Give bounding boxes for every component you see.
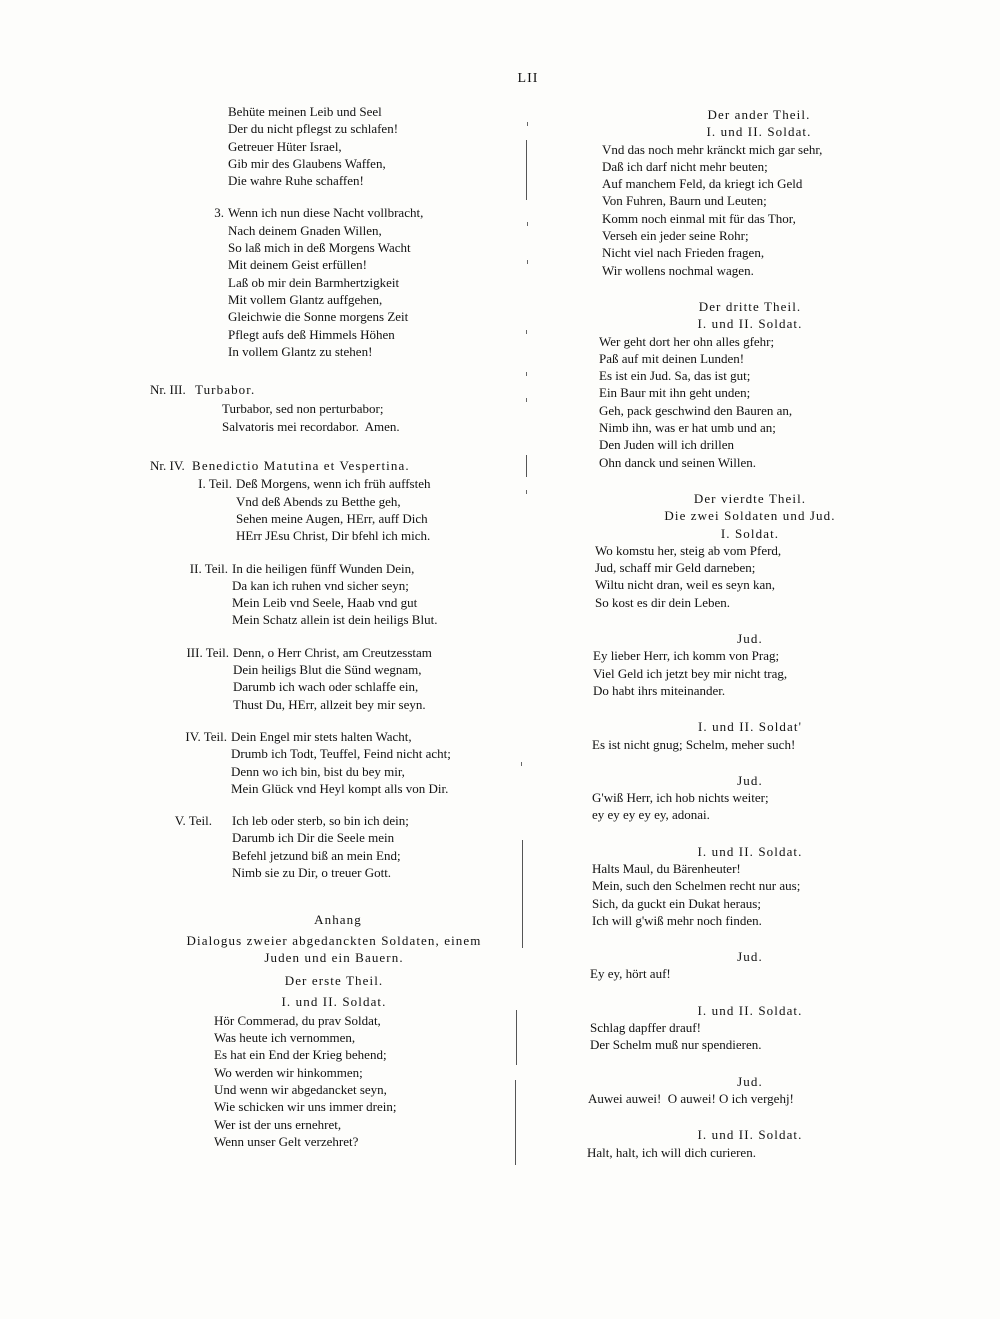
verse-line: Auf manchem Feld, da kriegt ich Geld — [602, 176, 803, 192]
verse-line: Und wenn wir abgedancket seyn, — [214, 1081, 387, 1097]
nr3-heading — [150, 381, 518, 398]
verse-line: In vollem Glantz zu stehen! — [228, 343, 373, 359]
verse-line: Pflegt aufs deß Himmels Höhen — [228, 326, 395, 342]
verse-line: Es ist ein Jud. Sa, das ist gut; — [599, 368, 751, 384]
gutter-mark — [526, 330, 527, 334]
verse-line: Dein Engel mir stets halten Wacht, — [231, 728, 412, 744]
verse-line: Daß ich darf nicht mehr beuten; — [602, 158, 768, 174]
verse-line: Do habt ihrs miteinander. — [593, 682, 726, 698]
verse-line: Deß Morgens, wenn ich früh auffsteh — [236, 476, 431, 492]
jud-3-speaker: Jud. — [737, 949, 763, 965]
verse-line: Laß ob mir dein Barmhertzigkeit — [228, 274, 400, 290]
verse-line: Halt, halt, ich will dich curieren. — [587, 1144, 756, 1160]
verse-line: Ey lieber Herr, ich komm von Prag; — [593, 648, 780, 664]
jud-4-speaker: Jud. — [737, 1073, 763, 1089]
verse-line: G'wiß Herr, ich hob nichts weiter; — [592, 790, 769, 806]
verse-line: Gleichwie die Sonne morgens Zeit — [228, 309, 409, 325]
verse-line: HErr JEsu Christ, Dir bfehl ich mich. — [236, 528, 431, 544]
stanza-number: 3. — [214, 205, 224, 221]
verse-line: Denn, o Herr Christ, am Creutzesstam — [233, 644, 432, 660]
gutter-rule — [526, 140, 527, 200]
ander-lines — [602, 141, 915, 279]
gutter-rule — [515, 1080, 516, 1165]
nr3-label: Nr. III. — [150, 382, 186, 398]
gutter-mark — [527, 122, 528, 126]
verse-line: ey ey ey ey ey, adonai. — [592, 807, 710, 823]
verse-line: Verseh ein jeder seine Rohr; — [602, 228, 749, 244]
page-number: LII — [517, 71, 539, 86]
verse-line: Schlag dapffer drauf! — [590, 1020, 701, 1036]
verse-line: Behüte meinen Leib und Seel — [228, 104, 382, 119]
verse-line: Wo komstu her, steig ab vom Pferd, — [595, 542, 782, 558]
verse-line: Ich leb oder sterb, so bin ich dein; — [232, 813, 409, 829]
verse-line: Den Juden will ich drillen — [599, 437, 735, 453]
nr4-title: Benedictio Matutina et Vespertina. — [192, 458, 410, 474]
verse-line: Ey ey, hört auf! — [590, 966, 671, 982]
verse-line: Salvatoris mei recordabor. Amen. — [222, 418, 400, 434]
vierdte-speaker: I. Soldat. — [720, 525, 780, 541]
vierdte-subtitle: Die zwei Soldaten und Jud. — [664, 508, 836, 524]
jud-2-lines — [592, 789, 915, 824]
verse-line: Mein Leib vnd Seele, Haab vnd gut — [232, 595, 418, 611]
teil-2-lines — [232, 560, 437, 629]
teil-2-label: II. Teil. — [189, 560, 228, 576]
nr3-title: Turbabor. — [195, 382, 256, 398]
teil-1-lines — [236, 475, 430, 544]
verse-line: Nimb sie zu Dir, o treuer Gott. — [232, 864, 392, 880]
gutter-mark — [521, 762, 522, 766]
verse-line: Auwei auwei! O auwei! O ich vergehj! — [588, 1090, 794, 1106]
teil-5-lines — [232, 812, 409, 881]
jud-1-lines — [593, 647, 915, 699]
stanza-a — [228, 103, 518, 189]
verse-line: Wenn ich nun diese Nacht vollbracht, — [228, 205, 424, 221]
nr3-text — [222, 400, 518, 435]
erste-speaker: I. und II. Soldat. — [281, 994, 387, 1010]
gutter-rule — [526, 455, 527, 477]
verse-line: Ich will g'wiß mehr noch finden. — [592, 912, 762, 928]
verse-line: Wie schicken wir uns immer drein; — [214, 1099, 397, 1115]
verse-line: Vnd deß Abends zu Betthe geh, — [236, 493, 401, 509]
stanza-3-lines — [228, 204, 423, 360]
verse-line: Befehl jetzund biß an mein End; — [232, 847, 401, 863]
gutter-rule — [522, 840, 523, 948]
ander-speaker: I. und II. Soldat. — [706, 124, 812, 140]
nr4-heading — [150, 457, 518, 474]
soldat-2-speaker: I. und II. Soldat. — [697, 843, 803, 859]
dritte-speaker: I. und II. Soldat. — [697, 316, 803, 332]
verse-line: Von Fuhren, Baurn und Leuten; — [602, 193, 767, 209]
gutter-mark — [527, 260, 528, 264]
jud-4-lines — [588, 1090, 915, 1107]
gutter-mark — [526, 372, 527, 376]
teil-3-label: III. Teil. — [186, 644, 229, 660]
verse-line: Darumb ich Dir die Seele mein — [232, 830, 395, 846]
gutter-mark — [527, 222, 528, 226]
verse-line: Denn wo ich bin, bist du bey mir, — [231, 763, 405, 779]
verse-line: Paß auf mit deinen Lunden! — [599, 350, 745, 366]
verse-line: Komm noch einmal mit für das Thor, — [602, 210, 796, 226]
jud-1-speaker: Jud. — [737, 631, 763, 647]
verse-line: Gib mir des Glaubens Waffen, — [228, 155, 386, 171]
soldat-4-lines — [587, 1144, 915, 1161]
erste-theil-heading: Der erste Theil. — [284, 973, 384, 989]
verse-line: Der Schelm muß nur spendieren. — [590, 1037, 762, 1053]
verse-line: Da kan ich ruhen vnd sicher seyn; — [232, 577, 409, 593]
soldat-3-lines — [590, 1019, 915, 1054]
verse-line: Mein Schatz allein ist dein heiligs Blut. — [232, 612, 438, 628]
gutter-mark — [526, 490, 527, 494]
verse-line: Mit vollem Glantz auffgehen, — [228, 291, 383, 307]
verse-line: Wer geht dort her ohn alles gfehr; — [599, 333, 775, 349]
verse-line: Halts Maul, du Bärenheuter! — [592, 860, 741, 876]
stanza-3 — [150, 204, 518, 360]
soldat-2-lines — [592, 860, 915, 929]
verse-line: Drumb ich Todt, Teuffel, Feind nicht acht; — [231, 746, 451, 762]
verse-line: Wenn unser Gelt verzehret? — [214, 1133, 359, 1149]
ander-theil-heading: Der ander Theil. — [707, 107, 811, 122]
teil-2 — [150, 560, 518, 629]
erste-theil-lines — [214, 1012, 518, 1150]
verse-line: Nimb ihn, was er hat umb und an; — [599, 420, 776, 436]
verse-line: Nicht viel nach Frieden fragen, — [602, 245, 765, 261]
jud-2-speaker: Jud. — [737, 772, 763, 788]
dritte-lines — [599, 333, 915, 471]
verse-line: Turbabor, sed non perturbabor; — [222, 401, 384, 417]
vierdte-theil-heading: Der vierdte Theil. — [693, 490, 807, 506]
verse-line: Was heute ich vernommen, — [214, 1030, 356, 1046]
verse-line: Wir wollens nochmal wagen. — [602, 262, 754, 278]
dialogus-line-2: Juden und ein Bauern. — [264, 949, 404, 965]
verse-line: Die wahre Ruhe schaffen! — [228, 173, 364, 189]
teil-1 — [150, 475, 518, 544]
verse-line: Nach deinem Gnaden Willen, — [228, 222, 382, 238]
gutter-rule — [516, 1010, 517, 1065]
verse-line: Der du nicht pflegst zu schlafen! — [228, 121, 399, 137]
dritte-theil-heading: Der dritte Theil. — [698, 298, 802, 314]
dialogus-line-1: Dialogus zweier abgedanckten Soldaten, einem — [186, 932, 482, 948]
soldat-3-speaker: I. und II. Soldat. — [697, 1002, 803, 1018]
vierdte-lines — [595, 542, 915, 611]
verse-line: Es hat ein End der Krieg behend; — [214, 1047, 387, 1063]
verse-line: Geh, pack geschwind den Bauren an, — [599, 402, 793, 418]
soldat-4-speaker: I. und II. Soldat. — [697, 1127, 803, 1143]
verse-line: So kost es dir dein Leben. — [595, 594, 731, 610]
verse-line: In die heiligen fünff Wunden Dein, — [232, 560, 415, 576]
soldat-1-speaker: I. und II. Soldat' — [697, 719, 803, 735]
verse-line: Dein heiligs Blut die Sünd wegnam, — [233, 662, 422, 678]
verse-line: Getreuer Hüter Israel, — [228, 138, 342, 154]
verse-line: So laß mich in deß Morgens Wacht — [228, 240, 411, 256]
verse-line: Vnd das noch mehr kränckt mich gar sehr, — [602, 141, 823, 157]
verse-line: Mit deinem Geist erfüllen! — [228, 257, 367, 273]
verse-line: Hör Commerad, du prav Soldat, — [214, 1012, 381, 1028]
verse-line: Thust Du, HErr, allzeit bey mir seyn. — [233, 696, 426, 712]
verse-line: Wiltu nicht dran, weil es seyn kan, — [595, 577, 775, 593]
verse-line: Ohn danck und seinen Willen. — [599, 454, 757, 470]
verse-line: Wer ist der uns ernehret, — [214, 1116, 342, 1132]
verse-line: Jud, schaff mir Geld darneben; — [595, 560, 756, 576]
teil-5 — [150, 812, 518, 881]
verse-line: Mein, such den Schelmen recht nur aus; — [592, 878, 801, 894]
verse-line: Darumb ich wach oder schlaffe ein, — [233, 679, 419, 695]
verse-line: Sehen meine Augen, HErr, auff Dich — [236, 510, 428, 526]
teil-1-label: I. Teil. — [198, 476, 232, 492]
verse-line: Sich, da guckt ein Dukat heraus; — [592, 895, 761, 911]
teil-5-label: V. Teil. — [174, 813, 212, 829]
teil-4-lines — [231, 728, 451, 797]
teil-3-lines — [233, 644, 432, 713]
nr4-label: Nr. IV. — [150, 458, 185, 474]
teil-4 — [150, 728, 518, 797]
verse-line: Mein Glück vnd Heyl kompt alls von Dir. — [231, 780, 449, 796]
teil-4-label: IV. Teil. — [185, 728, 227, 744]
verse-line: Viel Geld ich jetzt bey mir nicht trag, — [593, 665, 788, 681]
anhang-heading: Anhang — [314, 912, 362, 928]
verse-line: Ein Baur mit ihn geht unden; — [599, 385, 751, 401]
gutter-mark — [526, 398, 527, 402]
teil-3 — [150, 644, 518, 713]
verse-line: Wo werden wir hinkommen; — [214, 1064, 363, 1080]
right-column — [585, 106, 915, 1161]
jud-3-lines — [590, 965, 915, 982]
left-column — [150, 103, 518, 1150]
soldat-1-lines — [592, 736, 915, 753]
verse-line: Es ist nicht gnug; Schelm, meher such! — [592, 736, 796, 752]
